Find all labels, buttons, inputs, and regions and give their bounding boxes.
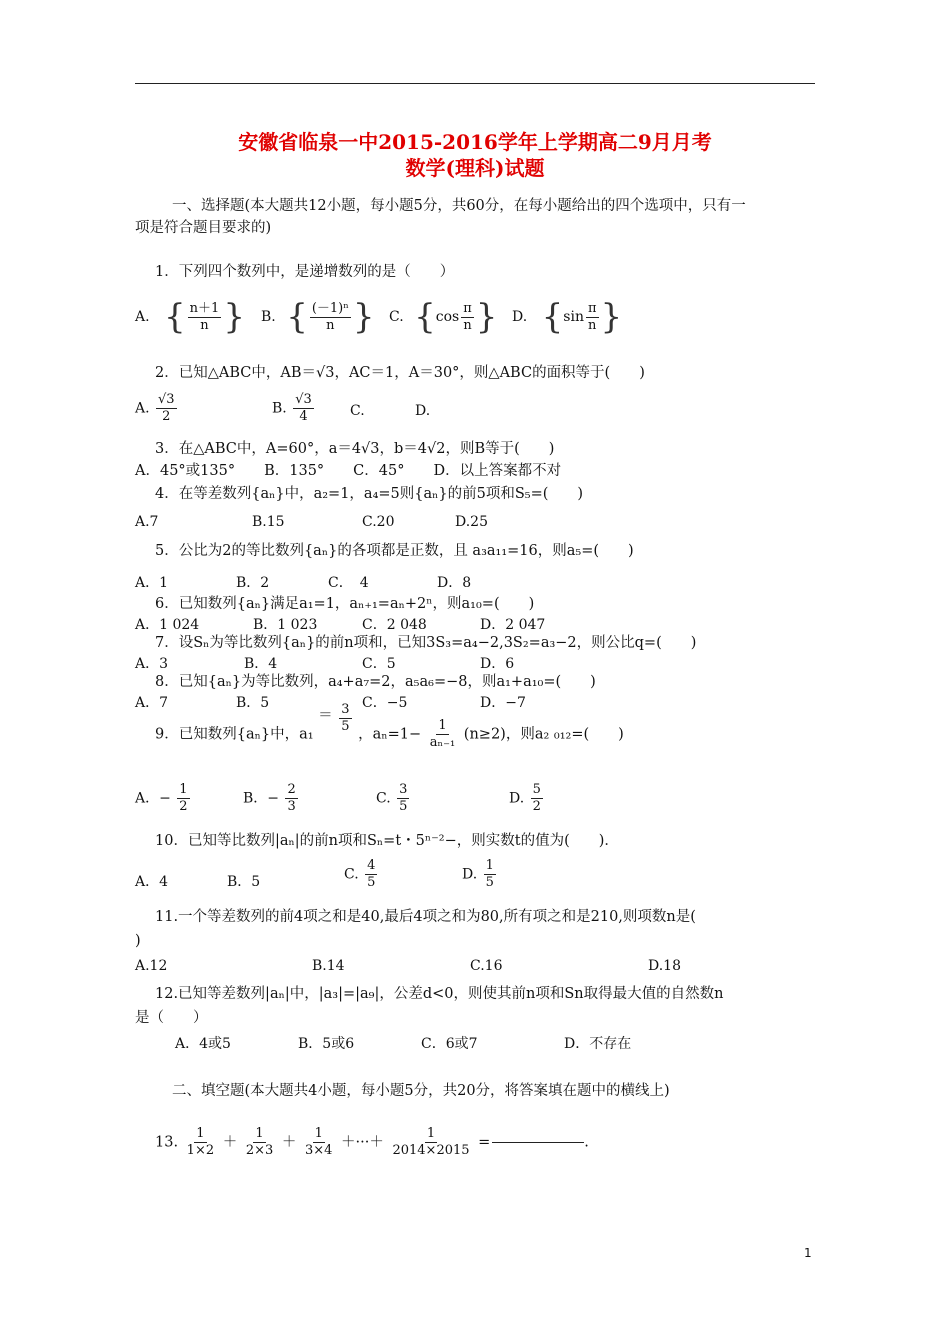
q1-b-num: (－1)ⁿ (311, 300, 349, 316)
q6-option-c: C．2 048 (362, 617, 427, 633)
q1-c-num: π (463, 300, 472, 316)
q10-option-c (344, 858, 379, 891)
q1-d-func: sin (563, 309, 584, 325)
q1-a-num: n＋1 (189, 300, 220, 316)
q13-f2-den: 2×3 (245, 1143, 274, 1158)
section1-intro-line2: 项是符合题目要求的) (135, 220, 272, 236)
q9-post: (n≥2)，则a₂ ₀₁₂=( ) (463, 726, 624, 743)
q13-f1-num: 1 (196, 1126, 205, 1141)
q8-option-b: B．5 (236, 695, 270, 711)
q9-stem-pre: 9．已知数列{aₙ}中，a₁ (155, 726, 314, 743)
q13-f3-den: 3×4 (304, 1143, 333, 1158)
q9-d-label: D. (509, 790, 525, 807)
q13-f2-num: 1 (255, 1126, 264, 1141)
q7-option-a: A．3 (135, 656, 169, 672)
q3-stem: 3．在△ABC中，A=60°，a＝4√3，b＝4√2，则B等于( ) (155, 441, 555, 457)
q2-b-label: B. (272, 400, 287, 417)
q1-option-d: D. { sin $\frac{\pi}{n}$ } (512, 297, 623, 337)
q13-eq: = (478, 1134, 491, 1151)
q2-b-num: √3 (295, 392, 312, 407)
q13-f4-den: 2014×2015 (392, 1143, 470, 1158)
page-number: 1 (804, 1246, 812, 1260)
q5-option-c: C． 4 (328, 575, 369, 591)
q1-d-num: π (587, 300, 597, 316)
q10-d-den: 5 (485, 875, 494, 890)
q13-f1-den: 1×2 (186, 1143, 215, 1158)
q1-d-den: n (588, 317, 597, 333)
q2-option-b (272, 392, 316, 425)
q2-a-label: A. (135, 400, 150, 417)
q5-stem: 5．公比为2的等比数列{aₙ}的各项都是正数，且 a₃a₁₁=16，则a₅=( ) (155, 543, 634, 559)
q1-c-func: cos (435, 309, 460, 325)
q4-option-b: B.15 (252, 514, 285, 530)
q2-a-den: 2 (162, 409, 171, 424)
q9-option-d (509, 782, 545, 815)
q6-stem: 6．已知数列{aₙ}满足a₁=1，aₙ₊₁=aₙ+2ⁿ，则a₁₀=( ) (155, 596, 535, 612)
q9-d-den: 2 (532, 799, 541, 814)
q9-a-num: 1 (179, 782, 188, 797)
q7-option-d: D．6 (480, 656, 515, 672)
q9-f2-num: 1 (438, 718, 447, 733)
q6-option-b: B．1 023 (253, 617, 318, 633)
q10-c-den: 5 (367, 875, 376, 890)
q9-a-den: 2 (179, 799, 188, 814)
q2-option-d: D. (415, 403, 431, 419)
q5-option-d: D．8 (437, 575, 472, 591)
q10-stem: 10．已知等比数列|aₙ|的前n项和Sₙ=t・5ⁿ⁻²−，则实数t的值为( )． (155, 833, 619, 849)
q4-option-c: C.20 (362, 514, 395, 530)
q9-option-b (243, 782, 300, 815)
q11-option-a: A.12 (135, 958, 168, 974)
q1-c-den: n (463, 317, 472, 333)
q1-b-label: B. (261, 309, 276, 325)
q12-option-b: B．5或6 (298, 1036, 355, 1052)
q13-label: 13. (155, 1134, 179, 1151)
q13-f3-num: 1 (314, 1126, 323, 1141)
q1-option-a: A. { $\frac{n+1}{n}$ } (135, 297, 245, 337)
q9-f2-den: aₙ₋₁ (429, 735, 456, 750)
q6-option-a: A．1 024 (135, 617, 200, 633)
q10-c-num: 4 (367, 858, 376, 873)
q9-option-a (135, 782, 192, 815)
q1-a-label: A. (135, 309, 150, 325)
q10-d-num: 1 (485, 858, 494, 873)
q6-option-d: D．2 047 (480, 617, 546, 633)
q9-d-num: 5 (532, 782, 541, 797)
q9-f1-den: 5 (341, 719, 350, 734)
q11-option-b: B.14 (312, 958, 345, 974)
q12-option-c: C．6或7 (421, 1036, 478, 1052)
q11-stem-line1: 11.一个等差数列的前4项之和是40,最后4项之和为80,所有项之和是210,则项数n是( (155, 909, 696, 925)
q1-option-c: C. { cos $\frac{\pi}{n}$ } (389, 297, 498, 337)
q2-option-c: C. (350, 403, 365, 419)
q8-stem: 8．已知{aₙ}为等比数列，a₄+a₇=2，a₅a₆=−8，则a₁+a₁₀=( ) (155, 674, 596, 690)
q13-dots: ＋···＋ (341, 1134, 384, 1151)
q1-d-label: D. (512, 309, 528, 325)
q13-f4-num: 1 (426, 1126, 436, 1141)
q12-option-a: A．4或5 (175, 1036, 231, 1052)
q1-b-den: n (326, 317, 335, 333)
q10-d-label: D. (462, 866, 478, 883)
header-rule (135, 83, 815, 84)
q12-stem-line2: 是（ ） (135, 1010, 208, 1026)
q9-option-c (376, 782, 411, 815)
q9-c-label: C. (376, 790, 391, 807)
q5-option-a: A．1 (135, 575, 169, 591)
section2-intro: 二、填空题(本大题共4小题，每小题5分，共20分，将答案填在题中的横线上) (172, 1083, 670, 1099)
q1-c-label: C. (389, 309, 404, 325)
q10-option-a: A．4 (135, 874, 169, 890)
q10-option-b: B．5 (227, 874, 261, 890)
q7-stem: 7．设Sₙ为等比数列{aₙ}的前n项和，已知3S₃=a₄−2,3S₂=a₃−2，则公比q=( ) (155, 635, 697, 651)
section1-intro-line1: 一、选择题(本大题共12小题，每小题5分，共60分，在每小题给出的四个选项中，只有一 (172, 198, 746, 214)
q9-b-den: 3 (287, 799, 296, 814)
q8-option-a: A．7 (135, 695, 169, 711)
q12-stem-line1: 12.已知等差数列|aₙ|中，|a₃|=|a₉|，公差d<0，则使其前n项和Sn取得最大值的自然数n (155, 986, 724, 1002)
q11-option-d: D.18 (648, 958, 681, 974)
q9-b-label: B．− (243, 790, 280, 807)
q10-option-d (462, 858, 498, 891)
q5-option-b: B．2 (236, 575, 270, 591)
exam-title: 安徽省临泉一中2015-2016学年上学期高二9月月考 (238, 130, 712, 154)
q4-stem: 4．在等差数列{aₙ}中，a₂=1，a₄=5则{aₙ}的前5项和S₅=( ) (155, 486, 584, 502)
q12-option-d: D．不存在 (564, 1036, 632, 1052)
q2-b-den: 4 (299, 409, 308, 424)
q2-option-a (135, 392, 179, 425)
q7-option-c: C．5 (362, 656, 396, 672)
q3-options: A．45°或135° B．135° C．45° D．以上答案都不对 (135, 463, 562, 479)
q9-a-label: A．− (135, 790, 171, 807)
q13-end: . (584, 1134, 589, 1151)
q11-stem-line2: ) (135, 933, 141, 949)
q8-option-d: D．−7 (480, 695, 526, 711)
q4-option-d: D.25 (455, 514, 488, 530)
q11-option-c: C.16 (470, 958, 503, 974)
q1-stem: 1．下列四个数列中，是递增数列的是（ ） (155, 264, 455, 280)
q2-stem: 2．已知△ABC中，AB＝√3，AC＝1，A＝30°，则△ABC的面积等于( ) (155, 365, 645, 381)
q13-expression: 13. $\frac{1}{1\times 2}$ ＋ $\frac{1}{2\times 3}$ ＋ $\frac{1}{3\times 4}$ ＋···＋ $\frac{1}{2014\times 2015}$ = . (155, 1126, 589, 1158)
q9-c-den: 5 (399, 799, 408, 814)
q9-b-num: 2 (287, 782, 296, 797)
q1-a-den: n (200, 317, 209, 333)
exam-subtitle: 数学(理科)试题 (405, 156, 545, 180)
q7-option-b: B．4 (244, 656, 278, 672)
q9-f1-num: 3 (341, 702, 350, 717)
q9-c-num: 3 (399, 782, 408, 797)
q1-option-b: B. { $\frac{\text{(－1)ⁿ}}{n}$ } (261, 297, 375, 337)
q9-mid: ，aₙ=1− (358, 726, 422, 743)
q13-answer-blank[interactable] (492, 1142, 584, 1143)
q9-eq: ＝ (318, 708, 333, 724)
q4-option-a: A.7 (135, 514, 159, 530)
q8-option-c: C．−5 (362, 695, 408, 711)
q10-c-label: C. (344, 866, 359, 883)
q2-a-num: √3 (158, 392, 175, 407)
